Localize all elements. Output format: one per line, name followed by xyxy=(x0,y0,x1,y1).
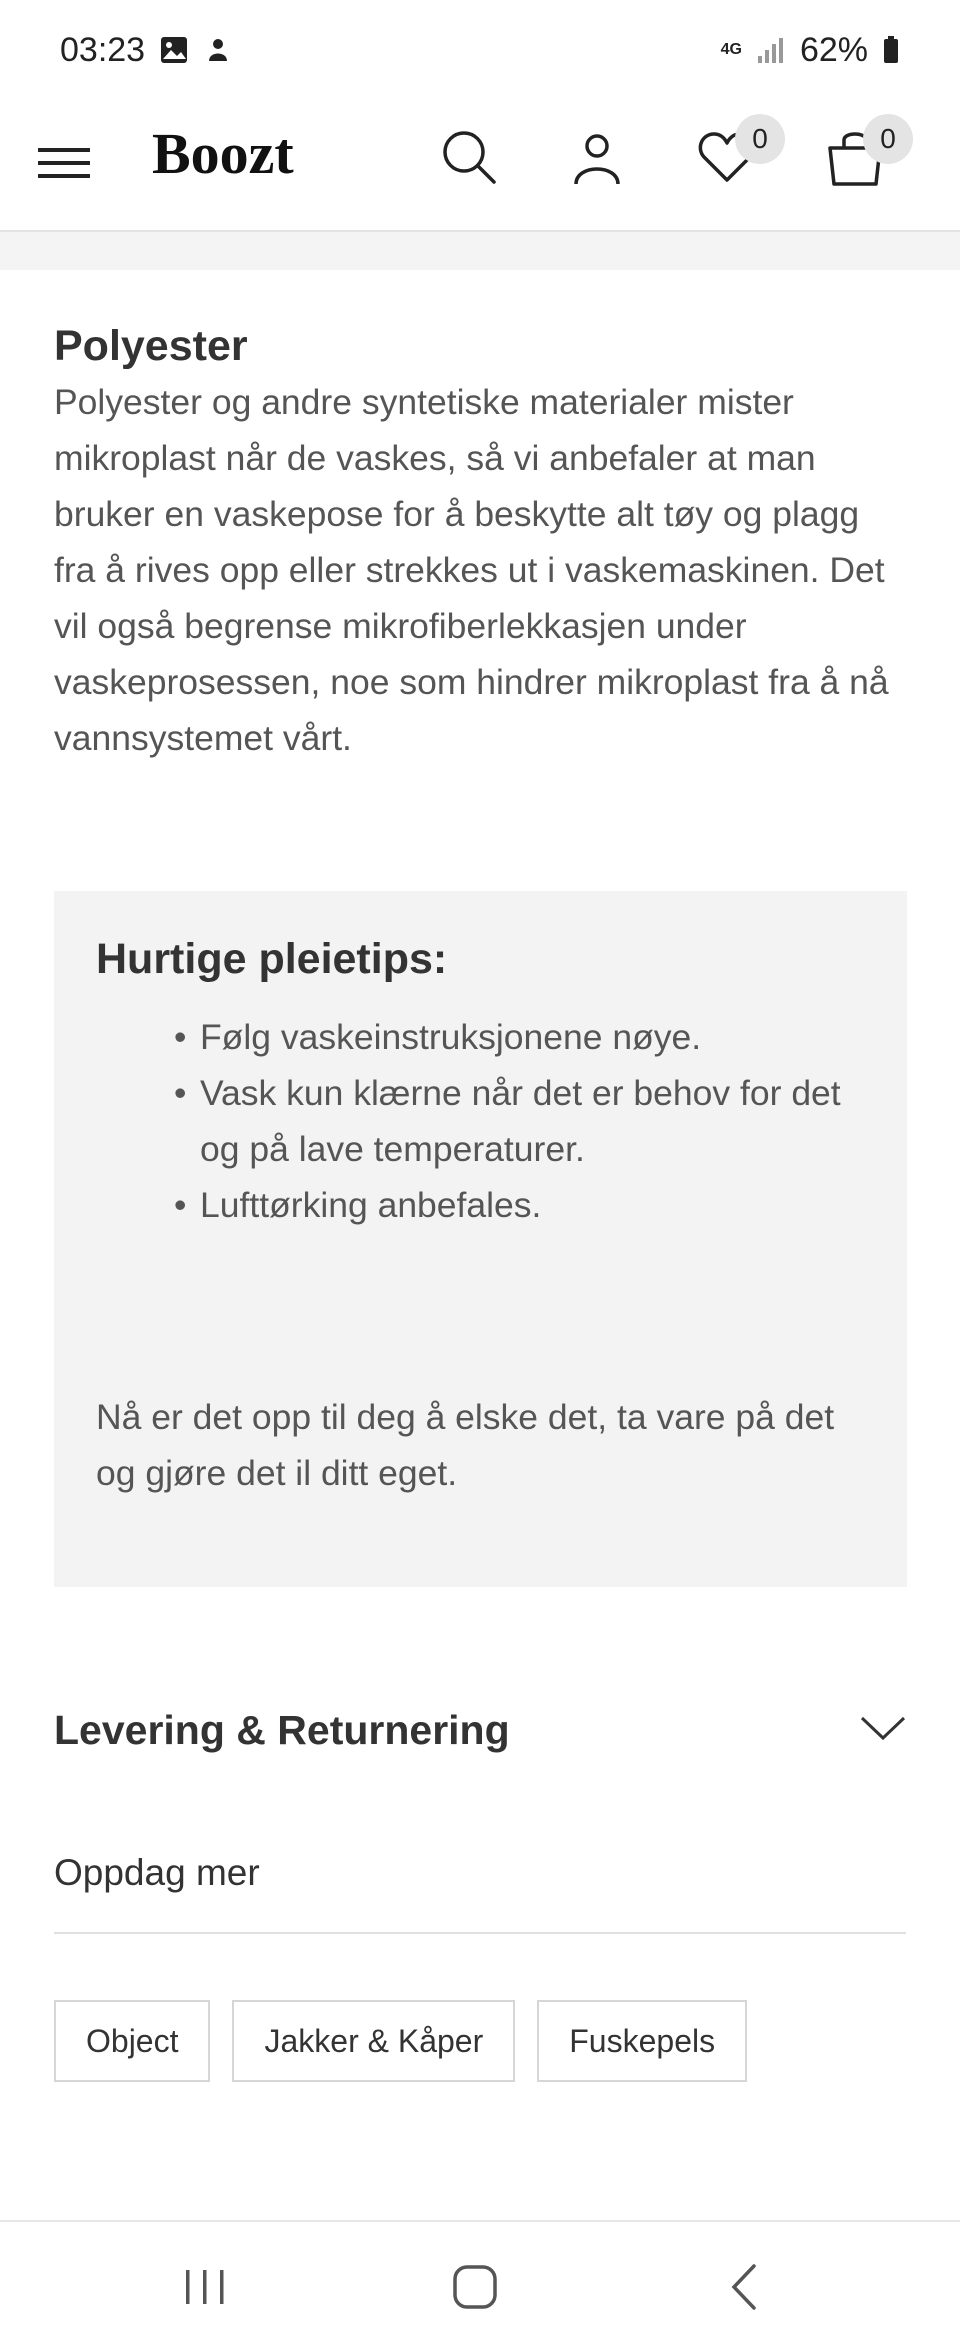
status-right xyxy=(721,31,900,70)
menu-icon[interactable] xyxy=(38,136,90,188)
status-bar xyxy=(0,0,960,100)
back-icon[interactable] xyxy=(710,2252,780,2322)
signal-icon xyxy=(756,36,786,64)
chevron-down-icon xyxy=(860,1714,906,1747)
app-header xyxy=(0,100,960,232)
accordion-title: Levering & Returnering xyxy=(54,1706,510,1753)
wishlist-count-badge: 0 xyxy=(735,114,785,164)
system-navigation-bar xyxy=(0,2222,960,2347)
divider xyxy=(54,1932,906,1934)
list-item: • Vask kun klærne når det er behov for det og på lave temperaturer. xyxy=(174,1065,865,1177)
delivery-returns-accordion[interactable] xyxy=(54,1700,906,1760)
search-icon[interactable] xyxy=(438,126,500,188)
recent-apps-icon[interactable] xyxy=(170,2252,240,2322)
gallery-icon xyxy=(159,35,189,65)
battery-percent: 62% xyxy=(799,30,868,69)
discover-title: Oppdag mer xyxy=(54,1852,260,1893)
tips-title: Hurtige pleietips: xyxy=(96,935,448,983)
status-time: 03:23 xyxy=(60,30,146,69)
brand-logo[interactable]: Boozt xyxy=(152,121,294,186)
account-icon[interactable] xyxy=(566,126,628,188)
tips-list xyxy=(96,1009,865,1233)
chip-object[interactable]: Object xyxy=(54,2000,210,2082)
status-left xyxy=(60,31,233,70)
list-item: • Lufttørking anbefales. xyxy=(174,1177,865,1233)
notification-icon xyxy=(203,35,233,65)
header-spacer xyxy=(0,232,960,270)
home-icon[interactable] xyxy=(440,2252,510,2322)
section-body: Polyester og andre syntetiske materialer mister mikroplast når de vaskes, så vi anbefaler at man bruker en vaskepose for å beskytte alt tøy og plagg fra å rives opp eller strekkes ut i vaskemaskinen. Det vil også begrense mikrofiberlekkasjen under vaskeprosessen, noe som hindrer mikroplast fra å nå vannsystemet vårt. xyxy=(54,382,889,758)
cart-count-badge: 0 xyxy=(863,114,913,164)
section-title: Polyester xyxy=(54,322,248,370)
list-item: • Følg vaskeinstruksjonene nøye. xyxy=(174,1009,865,1065)
network-type: 4G xyxy=(720,41,742,58)
chip-jakker-kaper[interactable]: Jakker & Kåper xyxy=(232,2000,515,2082)
care-section-polyester xyxy=(54,318,906,766)
discover-chips xyxy=(54,2000,747,2082)
tips-outro: Nå er det opp til deg å elske det, ta vare på det og gjøre det il ditt eget. xyxy=(96,1397,835,1493)
chip-fuskepels[interactable]: Fuskepels xyxy=(537,2000,747,2082)
battery-icon xyxy=(882,35,900,65)
